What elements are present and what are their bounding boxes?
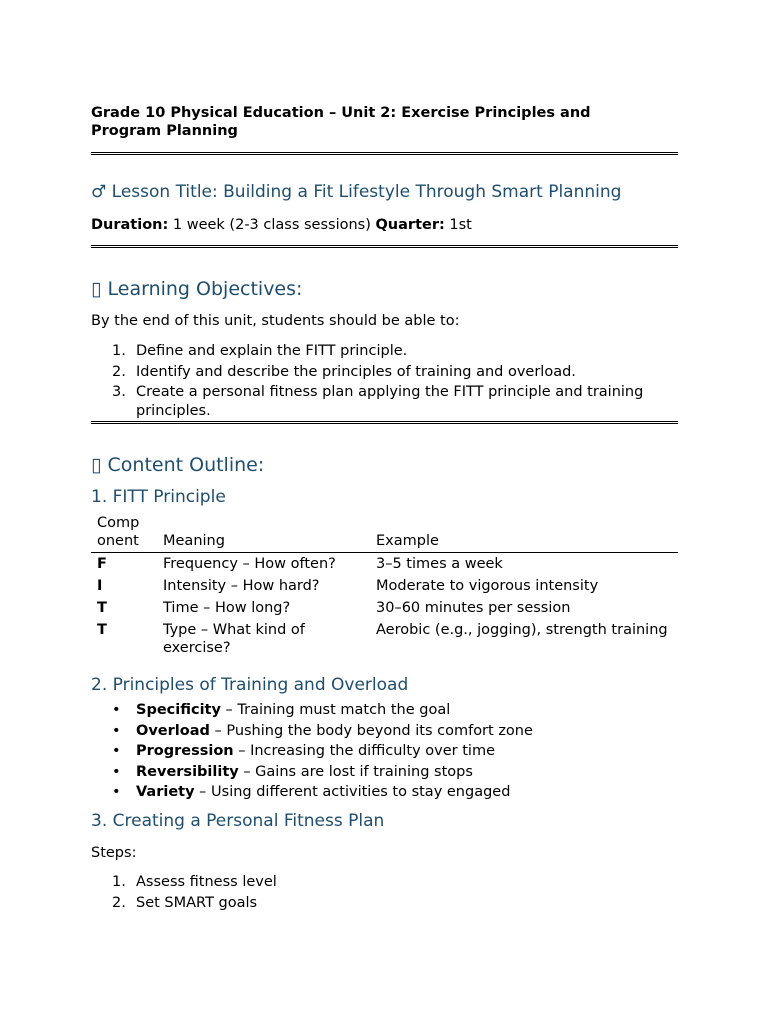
list-item: 2. Set SMART goals: [112, 894, 258, 911]
table-row: T Type – What kind of exercise? Aerobic (e.g., jogging), strength training: [97, 622, 668, 656]
duration-label: Duration:: [91, 217, 169, 233]
divider: [91, 421, 678, 424]
list-item: • Variety – Using different activities to stay engaged: [91, 782, 678, 803]
bullet-icon: •: [112, 743, 121, 759]
list-item: 1. Assess fitness level: [112, 874, 277, 890]
steps-list: [91, 873, 678, 914]
divider: [91, 152, 678, 155]
duration-value: 1 week (2-3 class sessions): [168, 217, 376, 233]
objectives-heading: ▯ Learning Objectives:: [91, 278, 303, 300]
missing-glyph-icon: ▯: [91, 454, 102, 476]
quarter-value: 1st: [444, 217, 472, 233]
list-item: 2. Identify and describe the principles of training and overload.: [112, 363, 576, 380]
objectives-intro: By the end of this unit, students should be able to:: [91, 313, 460, 329]
col-header-example: Example: [370, 514, 678, 553]
fitt-heading: 1. FITT Principle: [91, 487, 226, 507]
table-header-row: [91, 514, 678, 553]
bullet-icon: •: [112, 722, 121, 739]
list-item: • Specificity – Training must match the goal: [91, 700, 678, 721]
table-row: T Time – How long? 30–60 minutes per session: [97, 600, 571, 616]
table-row: F Frequency – How often? 3–5 times a week: [97, 556, 503, 572]
list-item: • Reversibility – Gains are lost if training stops: [91, 762, 678, 783]
list-item: • Progression – Increasing the difficulty over time: [91, 741, 678, 762]
list-item: 1. Define and explain the FITT principle.: [112, 343, 408, 359]
bullet-icon: •: [112, 702, 121, 718]
lesson-title: ♂ Lesson Title: Building a Fit Lifestyle Through Smart Planning: [91, 182, 622, 202]
table-row: I Intensity – How hard? Moderate to vigorous intensity: [97, 578, 599, 594]
content-heading: ▯ Content Outline:: [91, 454, 265, 476]
list-item: 3. Create a personal fitness plan applying the FITT principle and training principles.: [112, 384, 644, 419]
col-header-component: Comp onent: [91, 514, 157, 553]
training-principles-list: [91, 700, 678, 803]
objectives-list: [91, 342, 678, 422]
steps-label: Steps:: [91, 845, 137, 861]
bullet-icon: •: [112, 763, 121, 780]
document-title: Grade 10 Physical Education – Unit 2: Exercise Principles and Program Planning: [91, 105, 591, 139]
plan-heading: 3. Creating a Personal Fitness Plan: [91, 811, 385, 831]
col-header-meaning: Meaning: [157, 514, 370, 553]
duration-line: [91, 217, 472, 233]
missing-glyph-icon: ▯: [91, 278, 102, 300]
fitt-table: [91, 514, 678, 659]
training-heading: 2. Principles of Training and Overload: [91, 675, 409, 695]
quarter-label: Quarter:: [375, 217, 445, 233]
divider: [91, 245, 678, 248]
list-item: • Overload – Pushing the body beyond its comfort zone: [91, 721, 678, 742]
bullet-icon: •: [112, 784, 121, 800]
